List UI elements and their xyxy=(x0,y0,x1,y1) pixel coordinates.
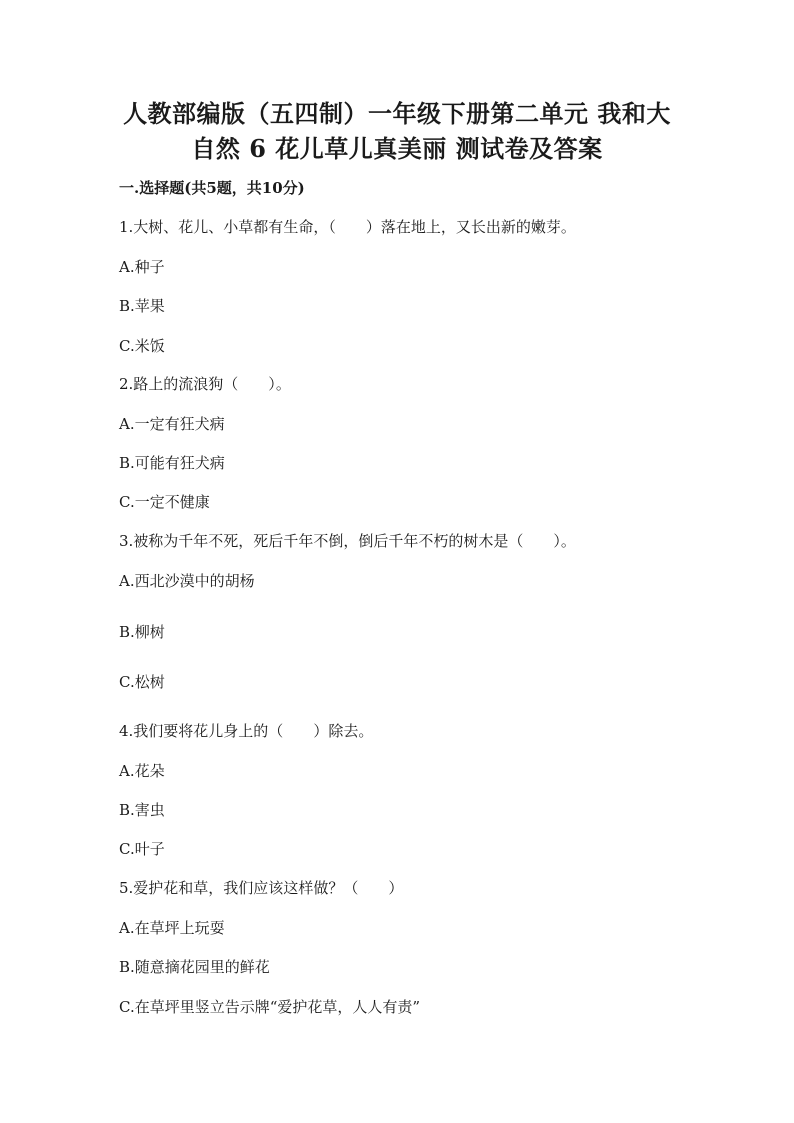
question-4-option-b: B.害虫 xyxy=(119,801,165,819)
question-1-option-c: C.米饭 xyxy=(119,337,165,355)
question-5-option-b: B.随意摘花园里的鲜花 xyxy=(119,958,270,976)
section-heading: 一.选择题(共5题，共10分) xyxy=(119,179,305,197)
question-3-option-a: A.西北沙漠中的胡杨 xyxy=(119,572,255,590)
question-stem-5: 5.爱护花和草，我们应该这样做？（ ） xyxy=(119,879,404,897)
question-1-option-a: A.种子 xyxy=(119,258,165,276)
page-title-line-2: 自然 6 花儿草儿真美丽 测试卷及答案 xyxy=(191,134,603,163)
question-2-option-a: A.一定有狂犬病 xyxy=(119,415,225,433)
question-4-option-a: A.花朵 xyxy=(119,762,165,780)
question-3-option-b: B.柳树 xyxy=(119,623,165,641)
question-3-option-c: C.松树 xyxy=(119,673,165,691)
page-title-line-1: 人教部编版（五四制）一年级下册第二单元 我和大 xyxy=(123,99,671,128)
question-stem-3: 3.被称为千年不死，死后千年不倒，倒后千年不朽的树木是（ ）。 xyxy=(119,532,576,550)
question-5-option-a: A.在草坪上玩耍 xyxy=(119,919,225,937)
question-stem-1: 1.大树、花儿、小草都有生命，（ ）落在地上，又长出新的嫩芽。 xyxy=(119,218,576,236)
question-2-option-b: B.可能有狂犬病 xyxy=(119,454,225,472)
question-4-option-c: C.叶子 xyxy=(119,840,165,858)
question-5-option-c: C.在草坪里竖立告示牌“爱护花草，人人有责” xyxy=(119,998,421,1016)
question-2-option-c: C.一定不健康 xyxy=(119,493,210,511)
question-1-option-b: B.苹果 xyxy=(119,297,165,315)
question-stem-2: 2.路上的流浪狗（ ）。 xyxy=(119,375,291,393)
question-stem-4: 4.我们要将花儿身上的（ ）除去。 xyxy=(119,722,374,740)
